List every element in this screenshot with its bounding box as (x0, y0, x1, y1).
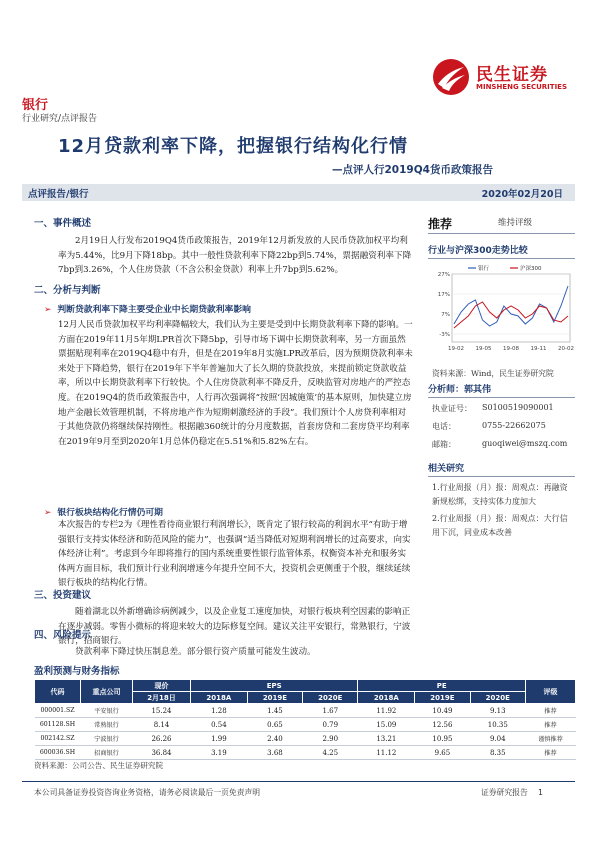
value-cell: 8.14 (133, 718, 191, 732)
value-cell: 1.45 (247, 704, 302, 718)
analyst-email (432, 439, 568, 450)
analysis-subheading-1 (44, 302, 251, 315)
footer-page: 证券研究报告 1 (481, 788, 544, 797)
header-company: 重点公司 (81, 680, 133, 704)
related-link-1[interactable]: 1.行业周报（月）报：周观点：再融资新规松绑，支持实体力度加大 (432, 483, 568, 506)
analyst-title: 分析师：郭其伟 (428, 385, 492, 395)
value-cell: 11.12 (358, 746, 415, 760)
x-tick-label: 19-08 (503, 346, 519, 352)
x-tick-label: 19-11 (530, 346, 547, 352)
header-eps: EPS (191, 680, 358, 692)
value-cell: 谨慎推荐 (526, 732, 576, 746)
related-link-2[interactable]: 2.行业周报（月）报：周观点：大行信用下沉，同业成本改善 (432, 514, 568, 537)
value-cell: 1.67 (303, 704, 358, 718)
header-year: 2019E (415, 692, 470, 704)
related-title: 相关研究 (428, 464, 465, 474)
analysis-subheading-1-text: 判断贷款利率下降主要受企业中长期贷款利率影响 (57, 305, 251, 315)
industry-label: 银行 (22, 98, 49, 113)
value-cell: 1.28 (191, 704, 248, 718)
section-title-analysis: 二、分析与判断 (34, 285, 101, 296)
y-tick-label: 17% (437, 292, 450, 298)
arrow-icon: ➢ (44, 508, 52, 518)
series-line-1 (454, 302, 568, 328)
value-cell: 3.19 (191, 746, 248, 760)
header-code: 代码 (35, 680, 81, 704)
divider (428, 258, 575, 259)
license-value: S0100519090001 (482, 403, 554, 412)
y-tick-label: -3% (439, 332, 450, 338)
arrow-icon: ➢ (44, 305, 52, 315)
footer-divider (22, 781, 575, 782)
chart-source: 资料来源：Wind，民生证券研究院 (432, 369, 554, 378)
y-tick-label: 7% (441, 312, 450, 318)
chart-frame (452, 274, 570, 342)
logo-cn-text: 民生证券 (476, 65, 548, 85)
table-row (35, 704, 576, 718)
company-logo (432, 58, 572, 98)
header-pe: PE (358, 680, 526, 692)
header-band (22, 184, 575, 201)
rating-label: 推荐 (428, 217, 453, 231)
analysis-text-2: 本次报告的专栏2为《理性看待商业银行利润增长》，既肯定了银行较高的利润水平“有助于增强银行支持实体经济和防范风险的能力”，也强调“适当降低对短期利润增长的过高要求，向实体经济让利”。考虑到今年即将推行的国内系统重要性银行监管体系，权衡资本补充和服务实体两方面目标，我们预计行业利润增速今年提升空间不大，投资机会更侧重于个股，继续延续银行板块的结构化行情。 (58, 520, 411, 589)
analyst-license (432, 403, 554, 414)
analysis-subheading-2 (44, 505, 163, 518)
legend-label: 沪深300 (520, 266, 542, 272)
value-cell: 9.13 (470, 704, 525, 718)
value-cell: 36.84 (133, 746, 191, 760)
logo-mark-icon (432, 58, 470, 96)
analysis-subheading-2-text: 银行板块结构化行情仍可期 (57, 508, 163, 518)
header-price: 现价 (133, 680, 191, 692)
header-year: 2020E (303, 692, 358, 704)
legend-label: 银行 (478, 266, 490, 272)
value-cell: 11.92 (358, 704, 415, 718)
email-link[interactable]: guoqiwei@mszq.com (482, 439, 568, 448)
stock-code-cell: 601128.SH (35, 718, 81, 732)
value-cell: 1.99 (191, 732, 248, 746)
table-row (35, 718, 576, 732)
y-tick-label: 27% (437, 272, 450, 278)
value-cell: 4.25 (303, 746, 358, 760)
header-year: 2018A (358, 692, 415, 704)
company-cell: 宁波银行 (81, 732, 133, 746)
divider (428, 476, 575, 477)
page-title: 12月贷款利率下降，把握银行结构化行情 (58, 136, 409, 157)
header-price-date: 2月18日 (133, 692, 191, 704)
divider (428, 397, 575, 398)
phone-value: 0755-22662075 (482, 421, 546, 430)
value-cell: 0.65 (247, 718, 302, 732)
x-tick-label: 19-05 (475, 346, 492, 352)
value-cell: 26.26 (133, 732, 191, 746)
phone-label: 电话： (432, 422, 456, 431)
value-cell: 推荐 (526, 746, 576, 760)
section-title-risk: 四、风险提示 (34, 630, 92, 641)
value-cell: 9.65 (415, 746, 470, 760)
analyst-phone (432, 421, 546, 432)
value-cell: 9.04 (470, 732, 525, 746)
x-tick-label: 20-02 (558, 346, 574, 352)
company-cell: 平安银行 (81, 704, 133, 718)
logo-en-text: MINSHENG SECURITIES (476, 83, 567, 91)
company-cell: 常熟银行 (81, 718, 133, 732)
chart-title: 行业与沪深300走势比较 (428, 246, 528, 256)
page-subtitle: —点评人行2019Q4货币政策报告 (332, 164, 493, 176)
header-rating: 评级 (526, 680, 576, 704)
value-cell: 12.56 (415, 718, 470, 732)
value-cell: 13.21 (358, 732, 415, 746)
value-cell: 10.49 (415, 704, 470, 718)
value-cell: 15.09 (358, 718, 415, 732)
value-cell: 0.54 (191, 718, 248, 732)
forecast-table (34, 679, 576, 760)
value-cell: 15.24 (133, 704, 191, 718)
trend-chart (428, 262, 575, 360)
header-year: 2020E (470, 692, 525, 704)
value-cell: 8.35 (470, 746, 525, 760)
value-cell: 推荐 (526, 718, 576, 732)
rating-box (428, 213, 575, 232)
stock-code-cell: 000001.SZ (35, 704, 81, 718)
divider (428, 233, 575, 234)
report-type: 行业研究/点评报告 (22, 114, 98, 124)
footer-disclaimer: 本公司具备证券投资咨询业务资格，请务必阅读最后一页免责声明 (34, 788, 261, 797)
table-title: 盈利预测与财务指标 (34, 666, 120, 677)
stock-code-cell: 600036.SH (35, 746, 81, 760)
x-tick-label: 19-02 (448, 346, 464, 352)
header-year: 2019E (247, 692, 302, 704)
section-text-advice: 随着湖北以外新增确诊病例减少，以及企业复工速度加快，对银行板块利空因素的影响正在逐步减弱。零售小微标的将迎来较大的边际修复空间。建议关注平安银行，常熟银行，宁波银行，招商银行。 (58, 607, 411, 647)
value-cell: 2.90 (303, 732, 358, 746)
section-text-overview: 2月19日人行发布2019Q4货币政策报告，2019年12月新发放的人民币贷款加权平均利率为5.44%，比9月下降18bp。其中一般性贷款利率下降22bp到5.74%，票据融资利率下降7bp到3.26%，个人住房贷款（不含公积金贷款）利率上升7bp到5.62%。 (58, 236, 412, 276)
table-row (35, 746, 576, 760)
rating-value: 维持评级 (498, 218, 533, 228)
analysis-text-1: 12月人民币贷款加权平均利率降幅较大，我们认为主要是受到中长期贷款利率下降的影响。一方面在2019年11月5年期LPR首次下降5bp，引导市场下调中长期贷款利率，另一方面虽然票据贴现利率在2019Q4稳中有升，但是在2019年8月实施LPR改革后，因为预期贷款利率未来处于下降趋势，银行在2019年下半年普遍加大了长久期的贷款投放，来提前锁定贷款收益率，所以中长期贷款利率下行较快。个人住房贷款利率不降反升，反映监管对房地产的严控态度。在2019Q4的货币政策报告中，人行再次强调将“按照‘因城施策’的基本原则，加快建立房地产金融长效管理机制，不将房地产作为短期刺激经济的手段”。我们预计个人房贷利率相对于其他贷款仍将继续保持刚性。根据融360统计的分月度数据，首套房贷和二套房贷平均利率在2019年9月至到2020年1月总体仍稳定在5.51%和5.82%左右。 (58, 320, 413, 447)
stock-code-cell: 002142.SZ (35, 732, 81, 746)
value-cell: 10.95 (415, 732, 470, 746)
license-label: 执业证号： (432, 404, 472, 413)
company-cell: 招商银行 (81, 746, 133, 760)
section-title-advice: 三、投资建议 (34, 590, 92, 601)
value-cell: 推荐 (526, 704, 576, 718)
report-date: 2020年02月20日 (481, 189, 563, 200)
value-cell: 2.40 (247, 732, 302, 746)
value-cell: 3.68 (247, 746, 302, 760)
email-label: 邮箱： (432, 440, 456, 449)
table-row (35, 732, 576, 746)
header-year: 2018A (191, 692, 248, 704)
section-title-overview: 一、事件概述 (34, 218, 92, 229)
table-source: 资料来源：公司公告、民生证券研究院 (34, 761, 164, 770)
value-cell: 10.35 (470, 718, 525, 732)
section-text-risk: 贷款利率下降过快压制息差。部分银行资产质量可能发生波动。 (75, 647, 316, 657)
value-cell: 0.79 (303, 718, 358, 732)
band-category: 点评报告/银行 (28, 189, 89, 200)
